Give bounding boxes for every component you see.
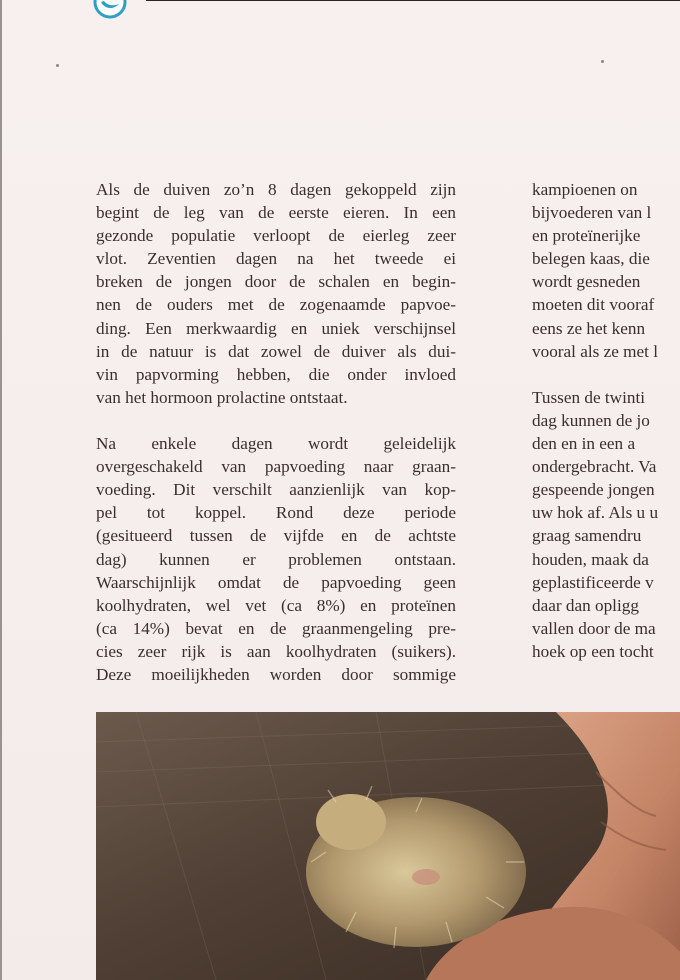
text-line: eens ze het kenn — [532, 318, 646, 338]
text-line: nen de ouders met de zogenaamde papvoe- — [96, 295, 456, 315]
pigeon-photo — [96, 712, 680, 980]
text-line: voeding. Dit verschilt aanzienlijk van kop- — [96, 480, 456, 500]
header-rule — [146, 0, 680, 1]
text-line: van het hormoon prolactine ontstaat. — [96, 387, 348, 407]
paragraph-feeding — [96, 432, 456, 686]
text-line: belegen kaas, die — [532, 249, 650, 269]
text-line: uw hok af. Als u u — [532, 503, 659, 523]
text-line: Tussen de twinti — [532, 387, 646, 407]
text-line: geplastificeerde v — [532, 572, 654, 592]
text-line: koolhydraten, wel vet (ca 8%) en proteïnen — [96, 595, 456, 615]
text-line: cies zeer rijk is aan koolhydraten (suikers). — [96, 641, 456, 661]
paper-speck — [56, 64, 59, 67]
text-line: bijvoederen van l — [532, 203, 652, 223]
text-line: ondergebracht. Va — [532, 457, 657, 477]
text-line: Als de duiven zo’n 8 dagen gekoppeld zijn — [96, 180, 456, 199]
text-line: en proteïnerijke — [532, 226, 641, 246]
pigeon-logo-icon — [92, 0, 128, 20]
left-text-column — [96, 178, 456, 686]
text-line: overgeschakeld van papvoeding naar graan- — [96, 457, 456, 477]
page-edge — [0, 0, 2, 980]
text-line: (gesitueerd tussen de vijfde en de achtste — [96, 526, 456, 546]
text-line: (ca 14%) bevat en de graanmengeling pre- — [96, 618, 456, 638]
text-line: graag samendru — [532, 526, 642, 546]
text-line: vin papvorming hebben, die onder invloed — [96, 364, 456, 384]
text-line: vlot. Zeventien dagen na het tweede ei — [96, 249, 456, 269]
text-line: breken de jongen door de schalen en begin- — [96, 272, 456, 292]
text-line: gespeende jongen — [532, 480, 655, 500]
text-line: vooral als ze met l — [532, 341, 658, 361]
paragraph-supplement — [532, 178, 680, 363]
paragraph-weaning — [532, 386, 680, 663]
text-line: houden, maak da — [532, 549, 649, 569]
text-line: ding. Een merkwaardig en uniek verschijnsel — [96, 318, 456, 338]
text-line: wordt gesneden — [532, 272, 641, 292]
text-line: dag) kunnen er problemen ontstaan. — [96, 549, 456, 569]
text-line: pel tot koppel. Rond deze periode — [96, 503, 456, 523]
text-line: moeten dit vooraf — [532, 295, 655, 315]
text-line: hoek op een tocht — [532, 641, 654, 661]
text-line: dag kunnen de jo — [532, 410, 650, 430]
text-line: Deze moeilijkheden worden door sommige — [96, 664, 456, 684]
paragraph-pairing — [96, 178, 456, 409]
text-line: gezonde populatie verloopt de eierleg zeer — [96, 226, 456, 246]
text-line: Na enkele dagen wordt geleidelijk — [96, 434, 456, 454]
text-line: begint de leg van de eerste eieren. In een — [96, 203, 456, 223]
text-line: den en in een a — [532, 434, 636, 454]
right-text-column — [532, 178, 680, 663]
paper-speck — [601, 60, 604, 63]
text-line: Waarschijnlijk omdat de papvoeding geen — [96, 572, 456, 592]
text-line: daar dan opligg — [532, 595, 639, 615]
text-line: kampioenen on — [532, 180, 638, 199]
text-line: in de natuur is dat zowel de duiver als dui- — [96, 341, 456, 361]
text-line: vallen door de ma — [532, 618, 656, 638]
